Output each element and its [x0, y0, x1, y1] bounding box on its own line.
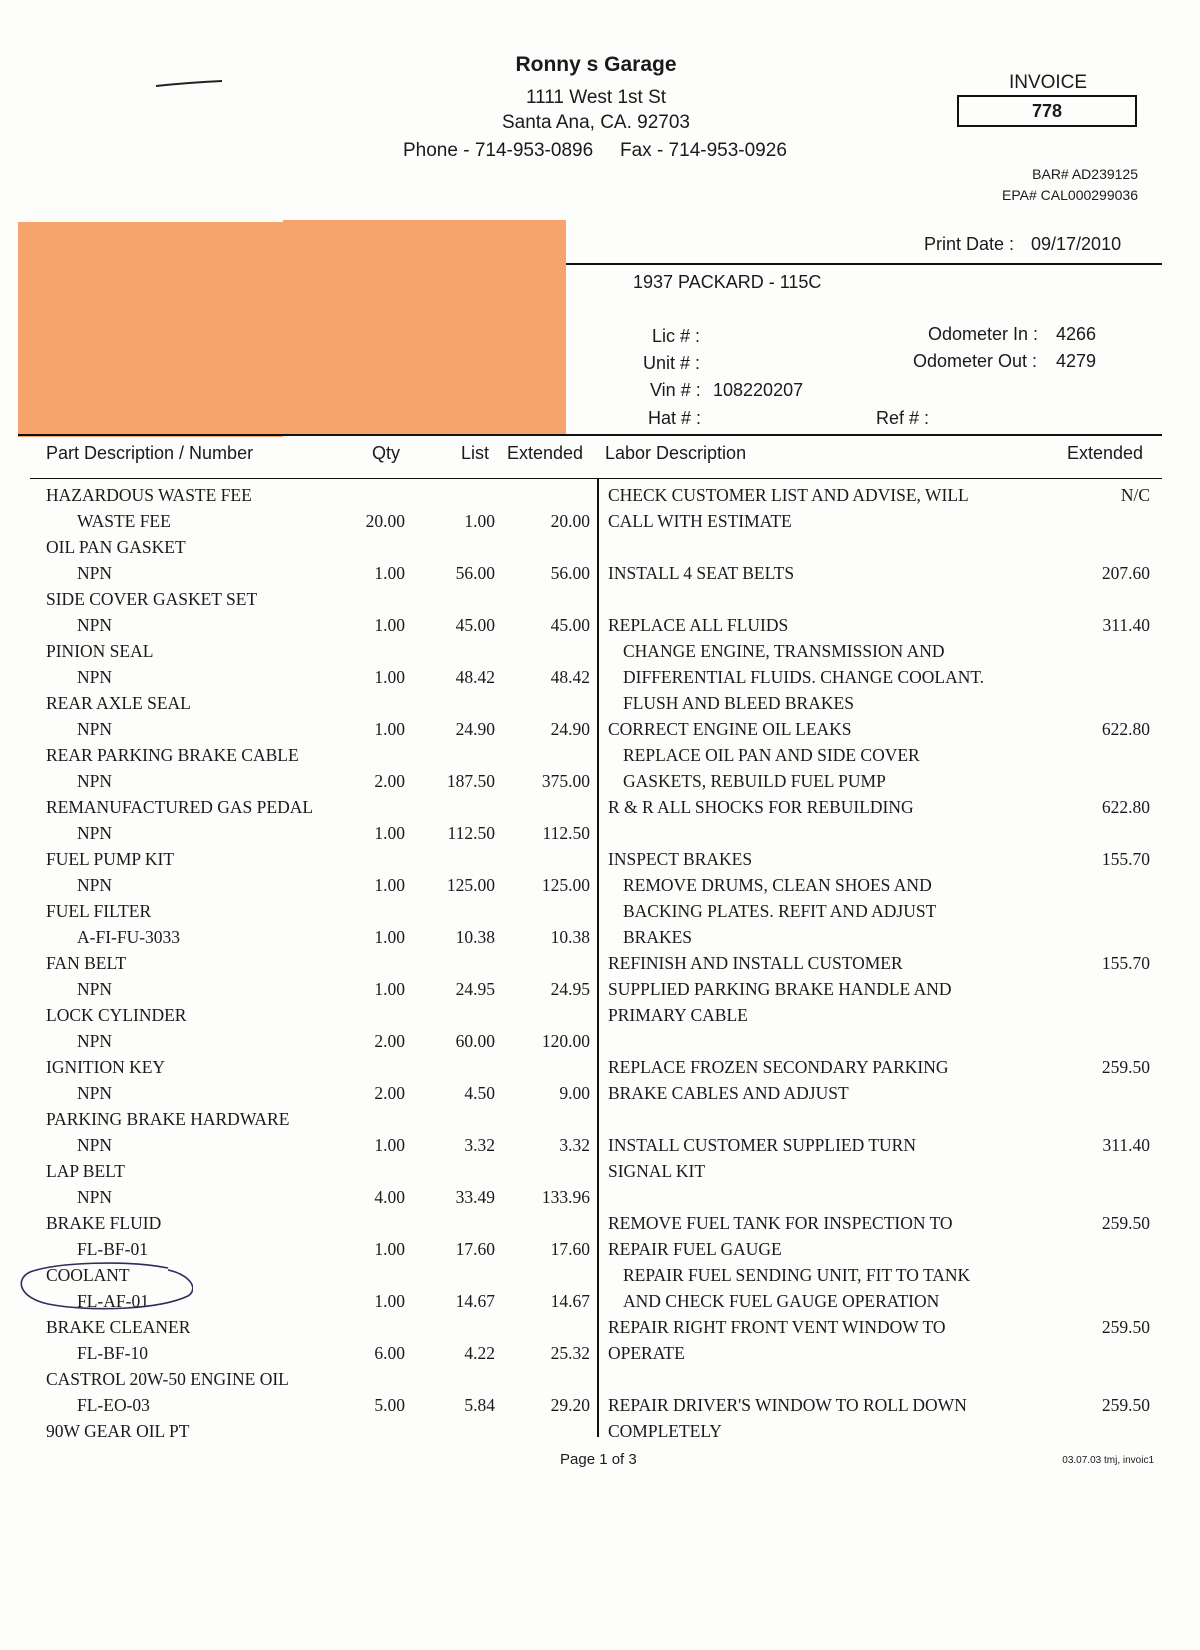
labor-line: REPAIR DRIVER'S WINDOW TO ROLL DOWN: [608, 1395, 967, 1415]
part-number: NPN: [77, 823, 113, 843]
part-list-price: 48.42: [455, 667, 495, 687]
part-name: HAZARDOUS WASTE FEE: [46, 485, 252, 505]
part-number: NPN: [77, 615, 113, 635]
part-extended: 45.00: [550, 615, 590, 635]
part-qty: 1.00: [374, 563, 405, 583]
shop-address-line1: 1111 West 1st St: [525, 87, 667, 108]
part-name: LOCK CYLINDER: [46, 1005, 187, 1025]
print-date-value: 09/17/2010: [1031, 234, 1122, 254]
part-number: NPN: [77, 875, 113, 895]
labor-line: SIGNAL KIT: [608, 1161, 706, 1181]
part-list-price: 5.84: [464, 1395, 495, 1415]
part-list-price: 3.32: [464, 1135, 495, 1155]
odometer-out-value: 4279: [1056, 351, 1097, 371]
hat-label: Hat # :: [648, 408, 702, 428]
epa-number: EPA# CAL000299036: [1002, 187, 1138, 203]
labor-line: INSTALL 4 SEAT BELTS: [608, 563, 795, 583]
part-list-price: 60.00: [455, 1031, 495, 1051]
part-number: A-FI-FU-3033: [77, 927, 181, 947]
part-list-price: 24.90: [455, 719, 495, 739]
labor-extended: 259.50: [1101, 1317, 1150, 1337]
part-extended: 25.32: [550, 1343, 590, 1363]
labor-line: REPLACE ALL FLUIDS: [608, 615, 789, 635]
part-extended: 24.90: [550, 719, 590, 739]
part-name: BRAKE FLUID: [46, 1213, 162, 1233]
odometer-in-label: Odometer In :: [928, 324, 1039, 344]
labor-line: BRAKE CABLES AND ADJUST: [608, 1083, 849, 1103]
part-extended: 112.50: [542, 823, 590, 843]
labor-line: DIFFERENTIAL FLUIDS. CHANGE COOLANT.: [623, 667, 985, 687]
part-qty: 5.00: [374, 1395, 405, 1415]
labor-line: BACKING PLATES. REFIT AND ADJUST: [623, 901, 937, 921]
page-indicator: Page 1 of 3: [560, 1451, 637, 1468]
part-extended: 10.38: [550, 927, 590, 947]
vehicle-top-rule: [566, 263, 1162, 265]
bar-number: BAR# AD239125: [1032, 166, 1138, 182]
part-list-price: 14.67: [455, 1291, 495, 1311]
header-part-description: Part Description / Number: [46, 443, 254, 463]
labor-line: FLUSH AND BLEED BRAKES: [623, 693, 854, 713]
labor-line: COMPLETELY: [608, 1421, 722, 1441]
labor-extended: 259.50: [1101, 1213, 1150, 1233]
part-list-price: 17.60: [455, 1239, 495, 1259]
vin-value: 108220207: [713, 380, 804, 400]
part-name: PINION SEAL: [46, 641, 154, 661]
labor-extended: N/C: [1120, 485, 1150, 505]
labor-line: REFINISH AND INSTALL CUSTOMER: [608, 953, 903, 973]
labor-line: AND CHECK FUEL GAUGE OPERATION: [623, 1291, 940, 1311]
part-list-price: 56.00: [455, 563, 495, 583]
part-qty: 1.00: [374, 667, 405, 687]
invoice-number-box: 778: [957, 95, 1137, 127]
labor-line: PRIMARY CABLE: [608, 1005, 748, 1025]
part-number: NPN: [77, 1031, 113, 1051]
part-qty: 1.00: [374, 615, 405, 635]
labor-line: CHECK CUSTOMER LIST AND ADVISE, WILL: [608, 485, 969, 505]
part-extended: 24.95: [550, 979, 590, 999]
part-name: SIDE COVER GASKET SET: [46, 589, 258, 609]
header-labor-extended: Extended: [1067, 443, 1144, 463]
redaction-block-right: [283, 220, 566, 435]
labor-line: REPLACE OIL PAN AND SIDE COVER: [623, 745, 920, 765]
part-extended: 3.32: [559, 1135, 590, 1155]
labor-line: INSPECT BRAKES: [608, 849, 753, 869]
labor-line: OPERATE: [608, 1343, 685, 1363]
part-number: NPN: [77, 1187, 113, 1207]
part-qty: 4.00: [374, 1187, 405, 1207]
header-extended: Extended: [507, 443, 584, 463]
part-extended: 48.42: [550, 667, 590, 687]
shop-address-line2: Santa Ana, CA. 92703: [501, 112, 691, 133]
part-number: FL-BF-01: [77, 1239, 148, 1259]
lic-label: Lic # :: [652, 326, 701, 346]
part-name: 90W GEAR OIL PT: [46, 1421, 190, 1441]
part-qty: 6.00: [374, 1343, 405, 1363]
ref-label: Ref # :: [876, 408, 930, 428]
part-number: NPN: [77, 771, 113, 791]
labor-extended: 622.80: [1101, 719, 1150, 739]
part-extended: 20.00: [550, 511, 590, 531]
part-extended: 375.00: [541, 771, 590, 791]
labor-extended: 622.80: [1101, 797, 1150, 817]
part-name: IGNITION KEY: [46, 1057, 166, 1077]
part-extended: 29.20: [550, 1395, 590, 1415]
labor-extended: 155.70: [1101, 953, 1150, 973]
table-header-rule: [30, 478, 1162, 479]
part-qty: 1.00: [374, 1239, 405, 1259]
part-extended: 125.00: [541, 875, 590, 895]
part-extended: 133.96: [541, 1187, 590, 1207]
labor-line: REPAIR RIGHT FRONT VENT WINDOW TO: [608, 1317, 946, 1337]
part-list-price: 24.95: [455, 979, 495, 999]
part-name: FUEL PUMP KIT: [46, 849, 175, 869]
header-labor-description: Labor Description: [605, 443, 747, 463]
labor-line: CHANGE ENGINE, TRANSMISSION AND: [623, 641, 945, 661]
part-extended: 9.00: [559, 1083, 590, 1103]
pen-stroke-mark: [155, 80, 223, 88]
part-qty: 2.00: [374, 1031, 405, 1051]
labor-line: INSTALL CUSTOMER SUPPLIED TURN: [608, 1135, 916, 1155]
labor-line: REMOVE FUEL TANK FOR INSPECTION TO: [608, 1213, 953, 1233]
part-qty: 1.00: [374, 1291, 405, 1311]
part-list-price: 125.00: [446, 875, 495, 895]
part-list-price: 10.38: [455, 927, 495, 947]
part-name: BRAKE CLEANER: [46, 1317, 191, 1337]
labor-line: REPAIR FUEL GAUGE: [608, 1239, 782, 1259]
print-date-label: Print Date :: [924, 234, 1015, 254]
part-qty: 1.00: [374, 927, 405, 947]
part-number: NPN: [77, 1083, 113, 1103]
unit-label: Unit # :: [643, 353, 701, 373]
labor-line: REPLACE FROZEN SECONDARY PARKING: [608, 1057, 949, 1077]
part-number: NPN: [77, 667, 113, 687]
labor-extended: 155.70: [1101, 849, 1150, 869]
part-name: REAR AXLE SEAL: [46, 693, 191, 713]
part-qty: 1.00: [374, 979, 405, 999]
pen-circle-mark: [18, 1262, 193, 1312]
part-name: REAR PARKING BRAKE CABLE: [46, 745, 299, 765]
part-qty: 2.00: [374, 1083, 405, 1103]
part-number: WASTE FEE: [77, 511, 171, 531]
part-name: COOLANT: [46, 1265, 130, 1285]
odometer-out-label: Odometer Out :: [913, 351, 1038, 371]
part-list-price: 33.49: [455, 1187, 495, 1207]
invoice-label: INVOICE: [1008, 72, 1088, 93]
labor-extended: 311.40: [1102, 1135, 1150, 1155]
part-list-price: 187.50: [446, 771, 495, 791]
redaction-block-left: [18, 222, 283, 437]
part-number: NPN: [77, 979, 113, 999]
part-qty: 2.00: [374, 771, 405, 791]
part-extended: 120.00: [541, 1031, 590, 1051]
part-name: FUEL FILTER: [46, 901, 152, 921]
vin-label: Vin # :: [650, 380, 701, 400]
part-number: NPN: [77, 1135, 113, 1155]
header-list: List: [461, 443, 490, 463]
shop-phone: Phone - 714-953-0896: [403, 140, 594, 161]
labor-line: BRAKES: [623, 927, 693, 947]
part-extended: 14.67: [550, 1291, 590, 1311]
part-qty: 1.00: [374, 875, 405, 895]
part-list-price: 112.50: [447, 823, 495, 843]
column-divider: [597, 479, 599, 1437]
part-list-price: 1.00: [464, 511, 495, 531]
labor-extended: 259.50: [1101, 1395, 1150, 1415]
labor-extended: 207.60: [1101, 563, 1150, 583]
part-name: CASTROL 20W-50 ENGINE OIL: [46, 1369, 289, 1389]
table-top-rule: [18, 434, 1162, 436]
labor-extended: 311.40: [1102, 615, 1150, 635]
labor-line: REMOVE DRUMS, CLEAN SHOES AND: [623, 875, 932, 895]
labor-line: GASKETS, REBUILD FUEL PUMP: [623, 771, 886, 791]
part-number: FL-EO-03: [77, 1395, 150, 1415]
part-name: FAN BELT: [46, 953, 127, 973]
header-qty: Qty: [372, 443, 401, 463]
labor-extended: 259.50: [1101, 1057, 1150, 1077]
part-name: REMANUFACTURED GAS PEDAL: [46, 797, 314, 817]
part-name: LAP BELT: [46, 1161, 125, 1181]
form-code: 03.07.03 tmj, invoic1: [1062, 1455, 1154, 1466]
part-list-price: 4.22: [464, 1343, 495, 1363]
part-qty: 1.00: [374, 719, 405, 739]
labor-line: CALL WITH ESTIMATE: [608, 511, 792, 531]
part-extended: 17.60: [550, 1239, 590, 1259]
part-number: NPN: [77, 563, 113, 583]
part-list-price: 4.50: [464, 1083, 495, 1103]
part-list-price: 45.00: [455, 615, 495, 635]
part-qty: 1.00: [374, 1135, 405, 1155]
part-qty: 20.00: [365, 511, 405, 531]
shop-fax: Fax - 714-953-0926: [620, 140, 787, 161]
labor-line: SUPPLIED PARKING BRAKE HANDLE AND: [608, 979, 952, 999]
labor-line: REPAIR FUEL SENDING UNIT, FIT TO TANK: [623, 1265, 971, 1285]
part-number: NPN: [77, 719, 113, 739]
part-number: FL-BF-10: [77, 1343, 148, 1363]
part-name: OIL PAN GASKET: [46, 537, 186, 557]
vehicle-description: 1937 PACKARD - 115C: [633, 272, 822, 292]
odometer-in-value: 4266: [1056, 324, 1097, 344]
part-extended: 56.00: [550, 563, 590, 583]
labor-line: CORRECT ENGINE OIL LEAKS: [608, 719, 852, 739]
part-qty: 1.00: [374, 823, 405, 843]
shop-name: Ronny s Garage: [515, 53, 677, 76]
labor-line: R & R ALL SHOCKS FOR REBUILDING: [608, 797, 914, 817]
part-number: FL-AF-01: [77, 1291, 149, 1311]
part-name: PARKING BRAKE HARDWARE: [46, 1109, 290, 1129]
